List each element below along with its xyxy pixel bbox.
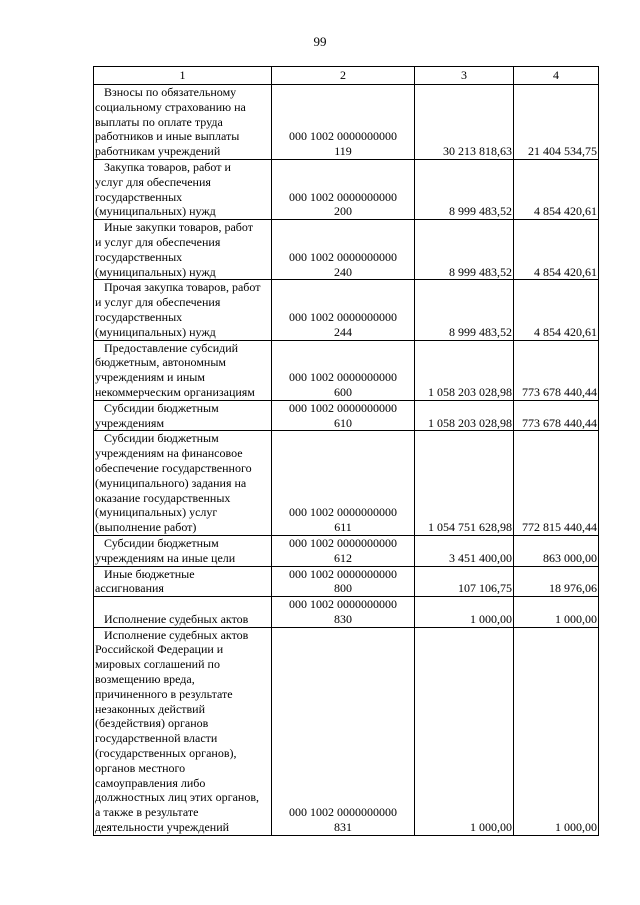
row-name-line: должностных лиц этих органов, — [95, 790, 259, 805]
row-name-line: некоммерческим организациям — [95, 384, 255, 399]
table-row — [94, 159, 599, 219]
row-expense-type: 600 — [334, 384, 352, 399]
row-name-line: ассигнования — [95, 581, 164, 596]
row-code-cell — [272, 535, 415, 566]
row-name-line: (муниципальных) нужд — [95, 204, 216, 219]
row-name-line: самоуправления либо — [95, 775, 206, 790]
row-name-line: Исполнение судебных актов — [104, 627, 249, 642]
row-expense-type: 800 — [334, 581, 352, 596]
row-value-col4: 863 000,00 — [514, 535, 599, 566]
column-header-4: 4 — [514, 67, 599, 85]
row-code-cell — [272, 431, 415, 536]
row-value-col3: 1 058 203 028,98 — [415, 400, 514, 431]
table-row — [94, 535, 599, 566]
row-name-cell — [94, 85, 272, 160]
row-name-line: услуг для обеспечения — [95, 174, 211, 189]
row-name-line: Субсидии бюджетным — [104, 535, 219, 550]
row-value-col4: 21 404 534,75 — [514, 85, 599, 160]
table-row — [94, 627, 599, 835]
row-name-line: Субсидии бюджетным — [104, 400, 219, 415]
row-value-col3: 1 058 203 028,98 — [415, 340, 514, 400]
row-name-line: бюджетным, автономным — [95, 355, 226, 370]
row-code: 000 1002 0000000000 — [289, 370, 397, 385]
budget-table — [93, 66, 599, 836]
row-code-cell — [272, 85, 415, 160]
row-name-line: Иные закупки товаров, работ — [104, 220, 253, 235]
row-code: 000 1002 0000000000 — [289, 400, 397, 415]
row-name-line: Прочая закупка товаров, работ — [104, 280, 261, 295]
row-code: 000 1002 0000000000 — [289, 566, 397, 581]
row-value-col4: 4 854 420,61 — [514, 159, 599, 219]
row-name-line: обеспечение государственного — [95, 460, 252, 475]
row-code-cell — [272, 159, 415, 219]
row-name-line: государственных — [95, 309, 183, 324]
row-value-col4: 772 815 440,44 — [514, 431, 599, 536]
row-value-col4: 4 854 420,61 — [514, 220, 599, 280]
row-name-line: (государственных органов), — [95, 746, 237, 761]
row-expense-type: 244 — [334, 324, 352, 339]
row-name — [95, 612, 270, 627]
row-name-line: государственных — [95, 249, 183, 264]
row-name-line: и услуг для обеспечения — [95, 234, 221, 249]
row-name-line: государственных — [95, 189, 183, 204]
table-row — [94, 566, 599, 597]
row-name-cell — [94, 535, 272, 566]
row-name-line: Субсидии бюджетным — [104, 431, 219, 446]
row-name-line: (муниципального) задания на — [95, 475, 247, 490]
row-name-line: (муниципальных) нужд — [95, 324, 216, 339]
row-code: 000 1002 0000000000 — [289, 249, 397, 264]
row-expense-type: 611 — [334, 520, 352, 535]
row-value-col3: 8 999 483,52 — [415, 159, 514, 219]
row-name-cell — [94, 627, 272, 835]
column-header-1: 1 — [94, 67, 272, 85]
row-name-cell — [94, 280, 272, 340]
row-name-line: учреждениям на финансовое — [95, 446, 243, 461]
row-code-cell — [272, 340, 415, 400]
row-code-cell — [272, 220, 415, 280]
row-code: 000 1002 0000000000 — [289, 535, 397, 550]
row-expense-type: 119 — [334, 144, 352, 159]
row-name-cell — [94, 159, 272, 219]
table-row — [94, 340, 599, 400]
table-row — [94, 85, 599, 160]
row-value-col4: 1 000,00 — [514, 597, 599, 628]
row-name — [95, 341, 270, 400]
row-code-cell — [272, 597, 415, 628]
row-name-cell — [94, 220, 272, 280]
row-code-cell — [272, 627, 415, 835]
row-name-cell — [94, 340, 272, 400]
row-name — [95, 160, 270, 219]
row-value-col3: 3 451 400,00 — [415, 535, 514, 566]
row-value-col3: 1 000,00 — [415, 597, 514, 628]
row-name-cell — [94, 400, 272, 431]
row-value-col4: 18 976,06 — [514, 566, 599, 597]
row-name-line: работникам учреждений — [95, 144, 221, 159]
row-expense-type: 200 — [334, 204, 352, 219]
row-value-col4: 773 678 440,44 — [514, 400, 599, 431]
row-name — [95, 431, 270, 535]
row-name — [95, 280, 270, 339]
row-name-line: государственной власти — [95, 731, 218, 746]
row-value-col3: 1 000,00 — [415, 627, 514, 835]
row-value-col4: 4 854 420,61 — [514, 280, 599, 340]
row-name-cell — [94, 597, 272, 628]
row-name-line: (муниципальных) нужд — [95, 264, 216, 279]
row-name — [95, 401, 270, 431]
table-row — [94, 597, 599, 628]
row-name-line: возмещению вреда, — [95, 672, 195, 687]
row-name-line: и услуг для обеспечения — [95, 295, 221, 310]
row-name-line: деятельности учреждений — [95, 820, 230, 835]
row-name-line: работников и иные выплаты — [95, 129, 240, 144]
table-row — [94, 280, 599, 340]
row-expense-type: 240 — [334, 264, 352, 279]
column-header-3: 3 — [415, 67, 514, 85]
row-name — [95, 536, 270, 566]
row-value-col3: 1 054 751 628,98 — [415, 431, 514, 536]
row-name-line: социальному страхованию на — [95, 99, 246, 114]
row-name-line: причиненного в результате — [95, 686, 233, 701]
row-name-line: Иные бюджетные — [104, 566, 195, 581]
row-code-cell — [272, 280, 415, 340]
row-code-cell — [272, 400, 415, 431]
row-name-cell — [94, 566, 272, 597]
row-name-line: а также в результате — [95, 805, 199, 820]
row-expense-type: 612 — [334, 550, 352, 565]
table-row — [94, 220, 599, 280]
row-name-line: (выполнение работ) — [95, 520, 197, 535]
column-header-2: 2 — [272, 67, 415, 85]
row-expense-type: 830 — [334, 611, 352, 626]
row-code: 000 1002 0000000000 — [289, 129, 397, 144]
row-name-line: Исполнение судебных актов — [104, 611, 249, 626]
row-name — [95, 220, 270, 279]
row-name-line: Предоставление субсидий — [104, 340, 239, 355]
row-name-line: Российской Федерации и — [95, 642, 224, 657]
row-name-line: оказание государственных — [95, 490, 231, 505]
row-value-col3: 107 106,75 — [415, 566, 514, 597]
row-expense-type: 610 — [334, 415, 352, 430]
row-code: 000 1002 0000000000 — [289, 805, 397, 820]
row-name-line: учреждениям и иным — [95, 370, 205, 385]
row-value-col3: 8 999 483,52 — [415, 220, 514, 280]
row-code: 000 1002 0000000000 — [289, 597, 397, 612]
row-code: 000 1002 0000000000 — [289, 189, 397, 204]
row-expense-type: 831 — [334, 820, 352, 835]
row-name — [95, 85, 270, 159]
row-value-col3: 30 213 818,63 — [415, 85, 514, 160]
table-row — [94, 431, 599, 536]
row-name-line: Взносы по обязательному — [104, 85, 237, 99]
row-code-cell — [272, 566, 415, 597]
row-name-line: Закупка товаров, работ и — [104, 159, 231, 174]
row-name-line: органов местного — [95, 760, 186, 775]
row-name-line: (бездействия) органов — [95, 716, 209, 731]
row-name — [95, 567, 270, 597]
row-name-line: учреждениям — [95, 415, 165, 430]
page-number: 99 — [313, 34, 327, 49]
row-name — [95, 628, 270, 835]
row-name-cell — [94, 431, 272, 536]
row-name-line: учреждениям на иные цели — [95, 550, 236, 565]
row-name-line: мировых соглашений по — [95, 657, 220, 672]
row-value-col4: 1 000,00 — [514, 627, 599, 835]
row-value-col3: 8 999 483,52 — [415, 280, 514, 340]
table-row — [94, 400, 599, 431]
table-header-row — [94, 67, 599, 85]
row-value-col4: 773 678 440,44 — [514, 340, 599, 400]
row-code: 000 1002 0000000000 — [289, 505, 397, 520]
row-name-line: (муниципальных) услуг — [95, 505, 218, 520]
row-name-line: выплаты по оплате труда — [95, 114, 223, 129]
row-code: 000 1002 0000000000 — [289, 309, 397, 324]
row-name-line: незаконных действий — [95, 701, 206, 716]
